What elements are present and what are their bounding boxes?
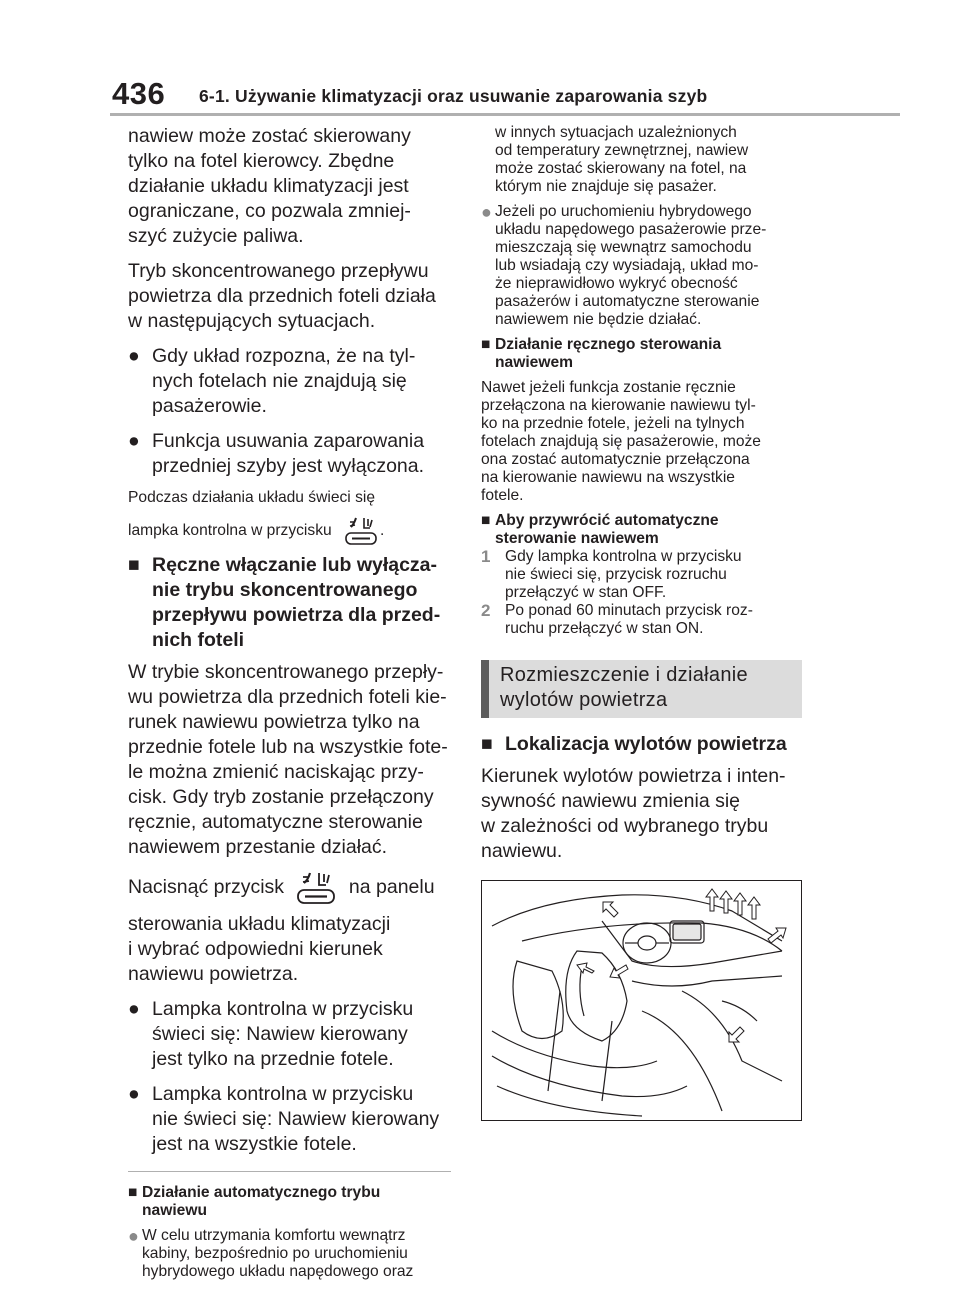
paragraph-line: Kierunek wylotów powietrza i inten- — [481, 765, 786, 787]
paragraph-line: powietrza dla przednich foteli działa — [128, 285, 436, 307]
bullet-line: lub wsiadają czy wysiadają, układ mo- — [495, 257, 759, 274]
bullet-line: kabiny, bezpośrednio po uruchomieniu — [142, 1244, 408, 1262]
bullet-line: jest tylko na przednie fotele. — [152, 1047, 394, 1070]
bullet-item — [128, 344, 453, 419]
lamp-note-end: . — [380, 522, 385, 540]
bullet-item — [128, 429, 453, 479]
bullet-line: Funkcja usuwania zaparowania — [152, 430, 425, 452]
heading-line: nich foteli — [152, 629, 245, 651]
paragraph-line: W trybie skoncentrowanego przepły- — [128, 661, 444, 683]
lamp-note-text: lampka kontrolna w przycisku — [128, 522, 332, 540]
paragraph-line: wu powietrza dla przednich foteli kie- — [128, 686, 447, 708]
bullet-line: Lampka kontrolna w przycisku — [152, 997, 414, 1020]
bullet-line: pasażerowie. — [152, 395, 267, 417]
heading-line: nawiewem — [495, 354, 573, 371]
bullet-line: Jeżeli po uruchomieniu hybrydowego — [495, 203, 752, 220]
continued-line: którym nie znajduje się pasażer. — [495, 178, 717, 195]
bullet-line: mieszczają się wewnątrz samochodu — [495, 239, 752, 256]
heading-line: Aby przywrócić automatyczne — [495, 512, 719, 529]
step-line: nie świeci się, przycisk rozruchu — [505, 566, 727, 583]
paragraph-line: Nawet jeżeli funkcja zostanie ręcznie — [481, 379, 736, 396]
paragraph-line: przełączona na kierowanie nawiewu tyl- — [481, 397, 756, 414]
step-line: Gdy lampka kontrolna w przycisku — [505, 548, 742, 565]
paragraph-line: sterowania układu klimatyzacji — [128, 912, 391, 935]
paragraph-line: przednie fotele lub na wszystkie fote- — [128, 736, 448, 758]
intro-line: ograniczane, co pozwala zmniej- — [128, 200, 411, 222]
heading-line: sterowanie nawiewem — [495, 530, 659, 547]
heading-line: Lokalizacja wylotów powietrza — [505, 733, 787, 755]
small-heading — [481, 512, 806, 548]
square-bullet-icon: ■ — [481, 336, 491, 353]
step-line: przełączyć w stan OFF. — [505, 584, 667, 601]
bullet-line: nych fotelach nie znajdują się — [152, 370, 407, 392]
header-rule — [110, 113, 900, 116]
paragraph-line: ręcznie, automatyczne sterowanie — [128, 811, 423, 833]
section-title-bar — [481, 660, 489, 718]
bullet-dot-icon: ● — [128, 345, 140, 367]
intro-line: działanie układu klimatyzacji jest — [128, 175, 409, 197]
section-heading — [481, 732, 806, 757]
step-number: 1 — [481, 547, 491, 566]
intro-line: tylko na fotel kierowcy. Zbędne — [128, 150, 395, 172]
square-bullet-icon: ■ — [128, 554, 140, 576]
square-bullet-icon: ■ — [481, 512, 491, 529]
front-seat-airflow-button-icon — [293, 871, 339, 905]
bullet-dot-icon: ● — [128, 1082, 140, 1105]
bullet-line: przedniej szyby jest wyłączona. — [152, 455, 425, 477]
bullet-line: że nieprawidłowo wykryć obecność — [495, 275, 738, 292]
small-bullet-item — [481, 203, 806, 329]
small-heading — [481, 336, 806, 372]
paragraph-line: nawiewu powietrza. — [128, 962, 299, 985]
small-heading — [128, 1184, 453, 1220]
section-title-box — [481, 660, 802, 718]
bullet-dot-icon: ● — [128, 430, 140, 452]
right-column — [481, 124, 806, 1121]
heading-line: przepływu powietrza dla przed- — [152, 604, 441, 626]
lamp-note-line — [128, 516, 453, 546]
heading-line: nawiewu — [142, 1201, 207, 1219]
bullet-line: hybrydowego układu napędowego oraz — [142, 1262, 414, 1280]
paragraph-line: i wybrać odpowiedni kierunek — [128, 937, 383, 960]
bullet-item — [128, 997, 453, 1072]
press-text: Nacisnąć przycisk — [128, 876, 285, 898]
intro-line: nawiew może zostać skierowany — [128, 125, 411, 147]
section-heading — [128, 553, 453, 653]
bullet-item — [128, 1082, 453, 1157]
section-title-line: Rozmieszczenie i działanie — [500, 664, 748, 686]
bullet-line: nie świeci się: Nawiew kierowany — [152, 1107, 440, 1130]
page-number: 436 — [112, 76, 166, 111]
bullet-line: świeci się: Nawiew kierowany — [152, 1022, 408, 1045]
paragraph-line: nawiewem przestanie działać. — [128, 836, 388, 858]
bullet-dot-icon: ● — [481, 202, 492, 222]
lamp-note-line: Podczas działania układu świeci się — [128, 489, 376, 506]
chapter-title: 6-1. Używanie klimatyzacji oraz usuwanie zaparowania szyb — [199, 86, 708, 106]
continued-line: od temperatury zewnętrznej, nawiew — [495, 142, 749, 159]
paragraph-line: runek nawiewu powietrza tylko na — [128, 711, 420, 733]
section-title — [500, 663, 748, 713]
bullet-line: W celu utrzymania komfortu wewnątrz — [142, 1226, 406, 1244]
press-button-line — [128, 870, 453, 905]
heading-line: nie trybu skoncentrowanego — [152, 579, 418, 601]
paragraph-line: fotele. — [481, 487, 524, 504]
bullet-line: Lampka kontrolna w przycisku — [152, 1082, 414, 1105]
section-title-line: wylotów powietrza — [500, 689, 668, 711]
step-item — [481, 548, 806, 602]
front-seat-airflow-button-icon — [342, 516, 380, 546]
heading-line: Ręczne włączanie lub wyłącza- — [152, 554, 438, 576]
left-column — [128, 124, 453, 1281]
bullet-line: pasażerów i automatyczne sterowanie — [495, 293, 760, 310]
paragraph-line: na kierowanie nawiewu na wszystkie — [481, 469, 735, 486]
step-line: ruchu przełączyć w stan ON. — [505, 620, 704, 637]
square-bullet-icon: ■ — [481, 733, 493, 755]
paragraph-line: w zależności od wybranego trybu — [481, 815, 769, 837]
paragraph-line: fotelach znajdują się pasażerowie, może — [481, 433, 761, 450]
paragraph-line: ona zostać automatycznie przełączona — [481, 451, 750, 468]
paragraph-line: le można zmienić naciskając przy- — [128, 761, 424, 783]
paragraph-line: ko na przednie fotele, jeżeli na tylnych — [481, 415, 745, 432]
bullet-line: jest na wszystkie fotele. — [152, 1132, 357, 1155]
bullet-dot-icon: ● — [128, 997, 140, 1020]
bullet-line: nawiewem nie będzie działać. — [495, 311, 702, 328]
step-number: 2 — [481, 601, 491, 620]
paragraph-line: Tryb skoncentrowanego przepływu — [128, 260, 429, 282]
step-item — [481, 602, 806, 638]
press-text: na panelu — [348, 876, 435, 898]
continued-line: może zostać skierowany na fotel, na — [495, 160, 747, 177]
paragraph-line: cisk. Gdy tryb zostanie przełączony — [128, 786, 434, 808]
heading-line: Działanie automatycznego trybu — [142, 1183, 381, 1201]
air-vent-diagram — [482, 881, 802, 1121]
continued-line: w innych sytuacjach uzależnionych — [495, 124, 737, 141]
bullet-line: układu napędowego pasażerowie prze- — [495, 221, 767, 238]
step-line: Po ponad 60 minutach przycisk roz- — [505, 602, 753, 619]
paragraph-line: sywność nawiewu zmienia się — [481, 790, 741, 812]
paragraph-line: w następujących sytuacjach. — [128, 310, 376, 332]
paragraph-line: nawiewu. — [481, 840, 563, 862]
divider — [128, 1171, 451, 1172]
small-bullet-item — [128, 1227, 453, 1281]
car-interior-illustration — [481, 880, 802, 1121]
intro-line: szyć zużycie paliwa. — [128, 225, 304, 247]
square-bullet-icon: ■ — [128, 1183, 138, 1201]
heading-line: Działanie ręcznego sterowania — [495, 336, 722, 353]
bullet-line: Gdy układ rozpozna, że na tyl- — [152, 345, 416, 367]
bullet-dot-icon: ● — [128, 1225, 139, 1246]
